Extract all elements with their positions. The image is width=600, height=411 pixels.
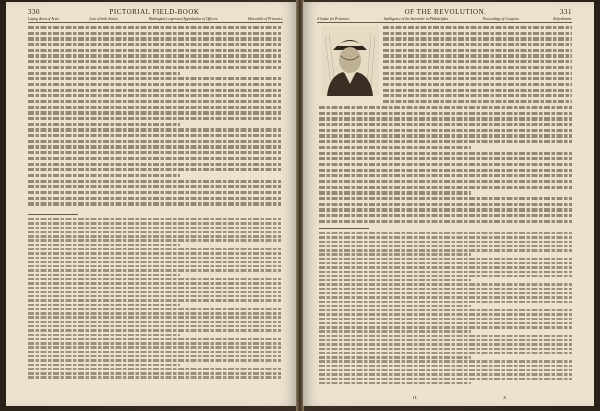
text-line: [28, 157, 281, 160]
text-line: [383, 32, 572, 35]
text-line: [28, 231, 281, 233]
left-subheads: [28, 17, 283, 23]
text-line: [28, 368, 281, 370]
text-line: [28, 60, 281, 63]
text-line: [28, 140, 281, 143]
text-line: [383, 77, 572, 80]
text-line: [28, 89, 281, 92]
text-line: [28, 257, 281, 259]
text-line: [28, 321, 281, 323]
right-subhead: Proceedings of Congress.: [482, 17, 520, 21]
text-line: [319, 360, 572, 362]
text-line: [319, 174, 572, 177]
text-line: [319, 258, 572, 260]
text-line: [28, 185, 281, 188]
text-line: [28, 202, 281, 205]
text-line: [28, 197, 281, 200]
text-line: [319, 241, 572, 243]
text-line: [319, 208, 572, 211]
text-line: [319, 373, 572, 375]
text-line: [28, 359, 281, 361]
left-subhead: Honorable of Prisoners.: [247, 17, 283, 21]
text-line: [383, 89, 572, 92]
portrait-engraving: [321, 26, 379, 96]
text-line: [319, 322, 572, 324]
text-line: [319, 134, 572, 137]
left-subhead: Laying down of Arms.: [28, 17, 60, 21]
signature-mark: X: [503, 395, 507, 400]
text-line: [319, 313, 572, 315]
text-line: [28, 308, 281, 310]
text-line: [28, 174, 180, 177]
text-line: [319, 378, 572, 380]
text-line: [383, 94, 572, 97]
text-line: [28, 100, 281, 103]
text-line: [319, 197, 572, 200]
text-line: [319, 152, 572, 155]
text-line: [28, 278, 281, 280]
text-line: [319, 335, 572, 337]
text-line: [28, 26, 281, 29]
text-line: [319, 129, 572, 132]
text-line: [28, 295, 281, 297]
text-line: [319, 369, 572, 371]
text-line: [28, 376, 281, 378]
text-line: [319, 245, 572, 247]
left-running-title: PICTORIAL FIELD-BOOK: [109, 8, 200, 16]
text-line: [28, 54, 281, 57]
left-subhead: Washington's expressed Approbation of Officers.: [148, 17, 219, 21]
left-subhead: Loss of both Armies.: [89, 17, 119, 21]
right-page: [303, 2, 594, 406]
left-body-text: [28, 26, 281, 208]
signature-mark: IL: [413, 395, 418, 400]
right-subheads: [317, 17, 572, 23]
text-line: [319, 146, 471, 149]
text-line: [28, 372, 281, 374]
text-line: [319, 365, 572, 367]
right-body-text: [319, 106, 572, 225]
text-line: [28, 77, 281, 80]
text-line: [28, 338, 281, 340]
text-line: [28, 72, 180, 75]
text-line: [319, 352, 572, 354]
text-line: [28, 94, 281, 97]
text-line: [319, 236, 572, 238]
text-line: [28, 163, 281, 166]
text-line: [319, 330, 471, 332]
text-line: [319, 249, 572, 251]
text-line: [28, 134, 281, 137]
text-line: [28, 351, 281, 353]
text-line: [28, 364, 180, 366]
text-line: [383, 54, 572, 57]
right-page-number: 331: [559, 8, 572, 16]
right-running-title: OF THE REVOLUTION.: [404, 8, 487, 16]
text-line: [319, 140, 572, 143]
text-line: [319, 232, 572, 234]
text-line: [319, 292, 572, 294]
text-line: [28, 329, 281, 331]
text-line: [28, 168, 281, 171]
text-line: [319, 266, 572, 268]
text-line: [383, 37, 572, 40]
text-line: [28, 222, 281, 224]
left-page-number: 330: [28, 8, 40, 16]
text-line: [319, 203, 572, 206]
text-line: [319, 356, 471, 358]
text-line: [28, 287, 281, 289]
text-line: [319, 262, 572, 264]
left-footnotes: [28, 218, 281, 381]
text-line: [319, 163, 572, 166]
right-subhead: Intelligence of the Surrender in Philadelphia.: [383, 17, 449, 21]
text-line: [28, 235, 281, 237]
text-line: [319, 180, 572, 183]
text-line: [28, 265, 281, 267]
text-line: [28, 252, 281, 254]
text-line: [28, 261, 281, 263]
text-line: [319, 318, 572, 320]
right-footnote-rule: [319, 228, 369, 229]
text-line: [319, 271, 572, 273]
text-line: [319, 191, 471, 194]
text-line: [319, 343, 572, 345]
text-line: [28, 191, 281, 194]
text-line: [28, 316, 281, 318]
text-line: [28, 342, 281, 344]
text-line: [319, 301, 572, 303]
text-line: [383, 66, 572, 69]
text-line: [28, 37, 281, 40]
left-footnote-rule: [28, 214, 78, 215]
text-line: [319, 169, 572, 172]
text-line: [28, 244, 180, 246]
right-subhead: A Salute for Prisoners.: [317, 17, 350, 21]
text-line: [383, 26, 572, 29]
text-line: [319, 326, 572, 328]
text-line: [383, 43, 572, 46]
text-line: [319, 253, 471, 255]
text-line: [28, 180, 281, 183]
text-line: [28, 304, 180, 306]
text-line: [319, 186, 572, 189]
text-line: [383, 83, 572, 86]
text-line: [383, 49, 572, 52]
text-line: [28, 145, 281, 148]
text-line: [28, 49, 281, 52]
text-line: [319, 283, 572, 285]
text-line: [319, 117, 572, 120]
text-line: [319, 288, 572, 290]
text-line: [383, 60, 572, 63]
text-line: [28, 291, 281, 293]
text-line: [319, 309, 572, 311]
text-line: [28, 117, 281, 120]
text-line: [319, 305, 471, 307]
left-page: [6, 2, 297, 406]
text-line: [28, 325, 281, 327]
text-line: [28, 66, 281, 69]
text-line: [319, 220, 572, 223]
text-line: [28, 269, 281, 271]
text-line: [28, 227, 281, 229]
left-running-head: [28, 8, 283, 16]
text-line: [28, 111, 281, 114]
text-line: [28, 151, 281, 154]
text-line: [28, 282, 281, 284]
text-line: [28, 43, 281, 46]
text-line: [319, 296, 572, 298]
right-subhead: Refreshment.: [553, 17, 572, 21]
text-line: [28, 346, 281, 348]
text-line: [28, 106, 281, 109]
text-line: [28, 128, 281, 131]
text-line: [28, 355, 281, 357]
text-line: [319, 106, 572, 109]
text-line: [28, 312, 281, 314]
text-line: [28, 334, 180, 336]
text-line: [319, 112, 572, 115]
text-line: [28, 248, 281, 250]
text-line: [383, 72, 572, 75]
right-running-head: [317, 8, 572, 16]
text-line: [28, 299, 281, 301]
right-body-text-wrap: [383, 26, 572, 106]
text-line: [319, 348, 572, 350]
text-line: [28, 218, 281, 220]
text-line: [383, 100, 572, 103]
text-line: [28, 83, 281, 86]
text-line: [28, 239, 281, 241]
text-line: [319, 157, 572, 160]
text-line: [319, 275, 572, 277]
text-line: [28, 274, 180, 276]
text-line: [28, 123, 180, 126]
text-line: [319, 123, 572, 126]
text-line: [28, 32, 281, 35]
text-line: [319, 382, 471, 384]
right-footnotes: [319, 232, 572, 386]
text-line: [319, 339, 572, 341]
text-line: [319, 214, 572, 217]
text-line: [319, 279, 471, 281]
